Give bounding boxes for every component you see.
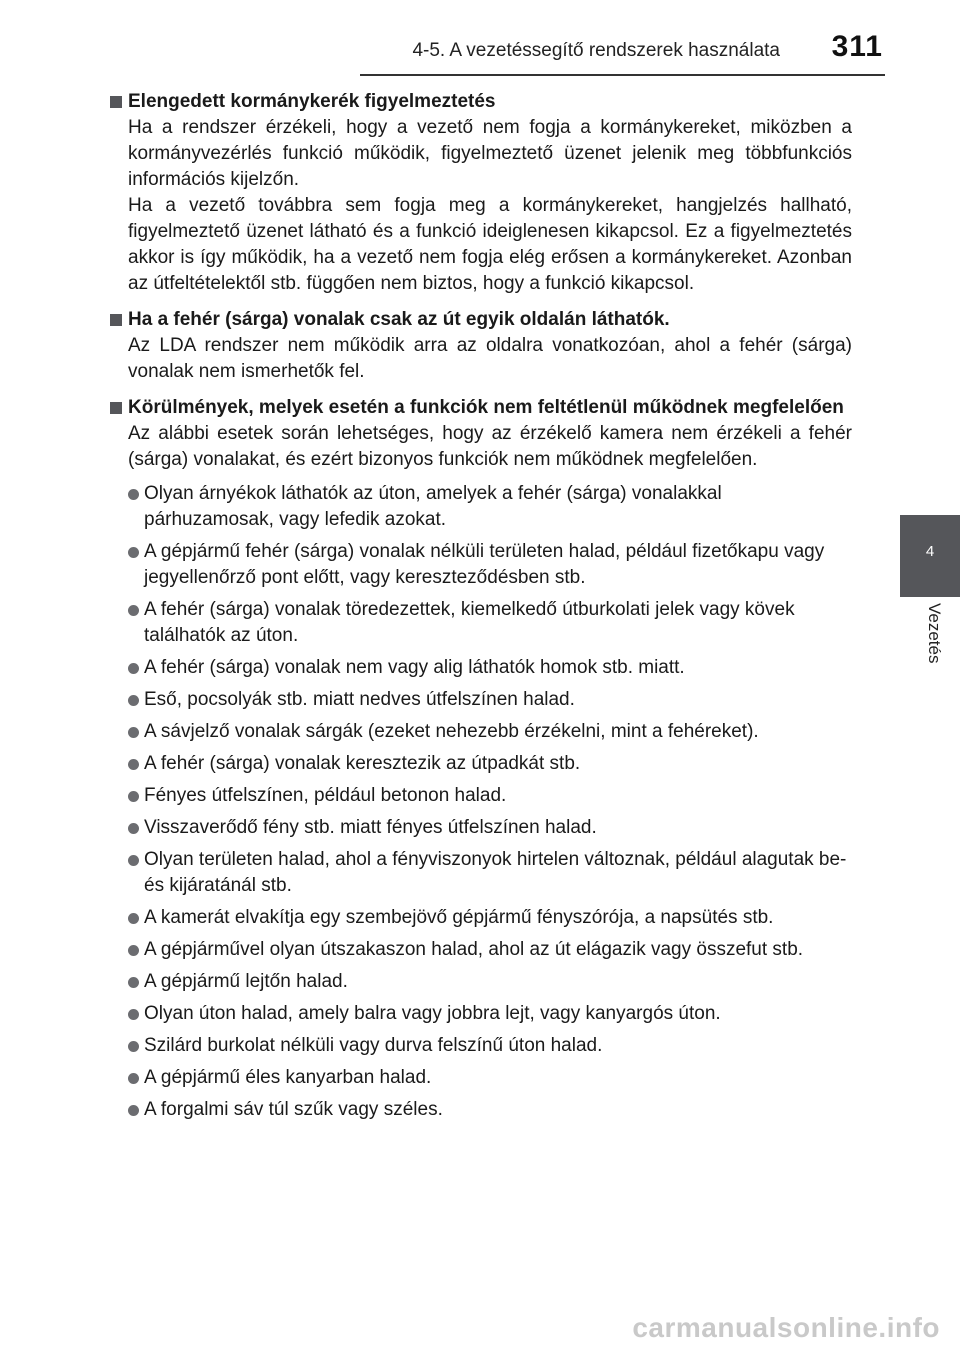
list-item-text: A gépjármű éles kanyarban halad. — [144, 1067, 432, 1088]
round-bullet-icon — [128, 605, 139, 616]
page-content — [110, 89, 852, 1133]
list-item-text: A fehér (sárga) vonalak nem vagy alig láthatók homok stb. miatt. — [144, 657, 685, 678]
round-bullet-icon — [128, 695, 139, 706]
list-item-text: Visszaverődő fény stb. miatt fényes útfelszínen halad. — [144, 817, 597, 838]
round-bullet-icon — [128, 727, 139, 738]
list-item — [128, 847, 852, 899]
list-item — [128, 1065, 852, 1091]
round-bullet-icon — [128, 1041, 139, 1052]
chapter-tab-label: Vezetés — [925, 603, 944, 664]
list-item — [128, 751, 852, 777]
list-item-text: Fényes útfelszínen, például betonon halad. — [144, 785, 507, 806]
section-title-text: Elengedett kormánykerék figyelmeztetés — [128, 91, 496, 112]
paragraph: Az LDA rendszer nem működik arra az oldalra vonatkozóan, ahol a fehér (sárga) vonalak nem ismerhetők fel. — [128, 335, 852, 382]
round-bullet-icon — [128, 1105, 139, 1116]
section-title — [110, 307, 852, 333]
round-bullet-icon — [128, 1073, 139, 1084]
list-item — [128, 1097, 852, 1123]
round-bullet-icon — [128, 547, 139, 558]
list-item-text: A gépjárművel olyan útszakaszon halad, ahol az út elágazik vagy összefut stb. — [144, 939, 804, 960]
list-item-text: Szilárd burkolat nélküli vagy durva felszínű úton halad. — [144, 1035, 603, 1056]
list-item — [128, 719, 852, 745]
page-number: 311 — [831, 30, 883, 63]
list-item-text: Olyan területen halad, ahol a fényviszonyok hirtelen változnak, például alagutak be- és kijáratánál stb. — [144, 849, 847, 896]
list-item-text: A fehér (sárga) vonalak töredezettek, kiemelkedő útburkolati jelek vagy kövek találhatók az úton. — [144, 599, 795, 646]
section-title — [110, 395, 852, 421]
list-item-text: A kamerát elvakítja egy szembejövő gépjármű fényszórója, a napsütés stb. — [144, 907, 774, 928]
list-item-text: A fehér (sárga) vonalak keresztezik az útpadkát stb. — [144, 753, 581, 774]
list-item-text: Eső, pocsolyák stb. miatt nedves útfelszínen halad. — [144, 689, 575, 710]
square-bullet-icon — [110, 314, 122, 326]
page-header — [0, 0, 960, 80]
list-item-text: A gépjármű fehér (sárga) vonalak nélküli területen halad, például fizetőkapu vagy jegyellenőrző pont előtt, vagy kereszteződésben stb. — [144, 541, 825, 588]
chapter-tab — [900, 515, 960, 597]
list-item — [128, 783, 852, 809]
chapter-title: 4-5. A vezetéssegítő rendszerek használata — [412, 40, 780, 61]
square-bullet-icon — [110, 96, 122, 108]
list-item-text: Olyan árnyékok láthatók az úton, amelyek a fehér (sárga) vonalakkal párhuzamosak, vagy lefedik azokat. — [144, 483, 722, 530]
square-bullet-icon — [110, 402, 122, 414]
paragraph: Ha a vezető továbbra sem fogja meg a kormánykereket, hangjelzés hallható, figyelmeztető üzenet látható és a funkció ideiglenesen kikapcsol. Ez a figyelmeztetés akkor is így működik, ha a vezető nem fogja elég erősen a kormánykereket. Azonban az útfeltételektől stb. függően nem biztos, hogy a funkció kikapcsol. — [128, 195, 852, 294]
list-item — [128, 687, 852, 713]
list-item — [128, 969, 852, 995]
section-one-side-lines — [110, 307, 852, 385]
header-divider — [360, 74, 885, 76]
list-item-text: A forgalmi sáv túl szűk vagy széles. — [144, 1099, 443, 1120]
round-bullet-icon — [128, 855, 139, 866]
list-item — [128, 655, 852, 681]
round-bullet-icon — [128, 1009, 139, 1020]
round-bullet-icon — [128, 663, 139, 674]
conditions-list — [128, 481, 852, 1123]
list-item-text: A sávjelző vonalak sárgák (ezeket nehezebb érzékelni, mint a fehéreket). — [144, 721, 759, 742]
section-title-text: Körülmények, melyek esetén a funkciók nem feltétlenül működnek megfelelően — [128, 397, 844, 418]
chapter-tab-number: 4 — [925, 543, 935, 560]
paragraph: Ha a rendszer érzékeli, hogy a vezető nem fogja a kormánykereket, miközben a kormányvezérlés funkció működik, figyelmeztető üzenet jelenik meg többfunkciós információs kijelzőn. — [128, 117, 852, 190]
watermark: carmanualsonline.info — [632, 1312, 940, 1343]
list-item — [128, 905, 852, 931]
round-bullet-icon — [128, 823, 139, 834]
list-item — [128, 539, 852, 591]
list-item — [128, 937, 852, 963]
round-bullet-icon — [128, 977, 139, 988]
round-bullet-icon — [128, 945, 139, 956]
list-item-text: Olyan úton halad, amely balra vagy jobbra lejt, vagy kanyargós úton. — [144, 1003, 721, 1024]
list-item — [128, 597, 852, 649]
paragraph: Az alábbi esetek során lehetséges, hogy az érzékelő kamera nem érzékeli a fehér (sárga) vonalakat, és ezért bizonyos funkciók nem működnek megfelelően. — [128, 423, 852, 470]
round-bullet-icon — [128, 791, 139, 802]
section-title-text: Ha a fehér (sárga) vonalak csak az út egyik oldalán láthatók. — [128, 309, 670, 330]
list-item — [128, 1001, 852, 1027]
round-bullet-icon — [128, 759, 139, 770]
list-item — [128, 815, 852, 841]
section-conditions — [110, 395, 852, 1123]
section-title — [110, 89, 852, 115]
list-item — [128, 481, 852, 533]
list-item-text: A gépjármű lejtőn halad. — [144, 971, 348, 992]
section-hands-off-warning — [110, 89, 852, 297]
round-bullet-icon — [128, 913, 139, 924]
round-bullet-icon — [128, 489, 139, 500]
list-item — [128, 1033, 852, 1059]
